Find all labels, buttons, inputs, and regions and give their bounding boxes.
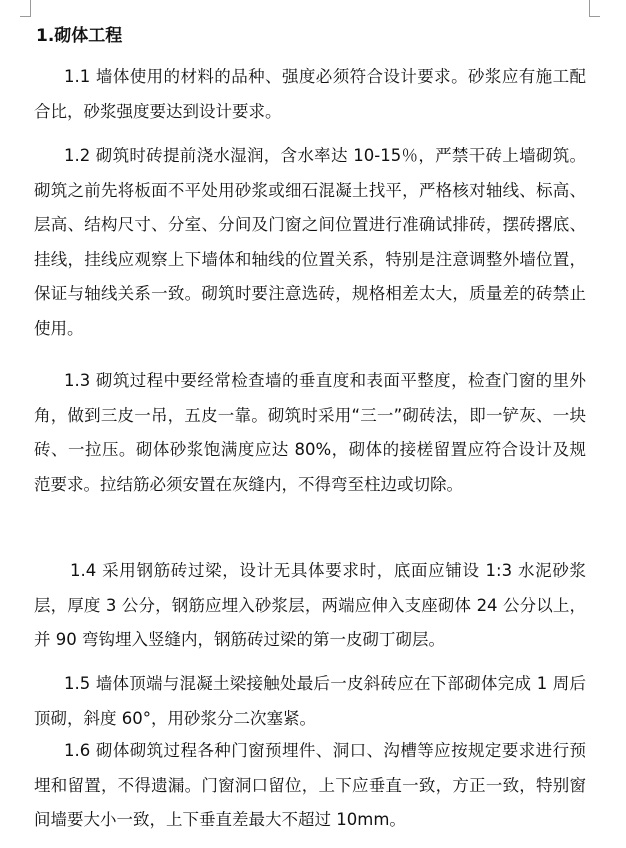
paragraph-1-2: 1.2 砌筑时砖提前浇水湿润，含水率达 10-15％，严禁干砖上墙砌筑。砌筑之前先将板面不平处用砂浆或细石混凝土找平，严格核对轴线、标高、层高、结构尺寸、分室、分间及门窗之间位置进行准确试排砖，摆砖撂底、挂线，挂线应观察上下墙体和轴线的位置关系，特别是注意调整外墙位置，保证与轴线关系一致。砌筑时要注意选砖，规格相差太大，质量差的砖禁止使用。 xyxy=(34,146,586,338)
paragraph-1-4: 1.4 采用钢筋砖过梁，设计无具体要求时，底面应铺设 1:3 水泥砂浆层，厚度 3 公分，钢筋应埋入砂浆层，两端应伸入支座砌体 24 公分以上，并 90 弯钩埋入竖缝内，钢筋砖过梁的第一皮砌丁砌层。 xyxy=(34,561,586,650)
paragraph-1-3: 1.3 砌筑过程中要经常检查墙的垂直度和表面平整度，检查门窗的里外角，做到三皮一吊，五皮一靠。砌筑时采用“三一”砌砖法，即一铲灰、一块砖、一拉压。砌体砂浆饱满度应达 80%，砌体的接槎留置应符合设计及规范要求。拉结筋必须安置在灰缝内，不得弯至柱边或切除。 xyxy=(34,371,586,494)
paragraph-1-6: 1.6 砌体砌筑过程各种门窗预埋件、洞口、沟槽等应按规定要求进行预埋和留置，不得遗漏。门窗洞口留位，上下应垂直一致，方正一致，特别窗间墙要大小一致，上下垂直差最大不超过 10mm。 xyxy=(34,741,586,830)
paragraph-1-5: 1.5 墙体顶端与混凝土梁接触处最后一皮斜砖应在下部砌体完成 1 周后顶砌，斜度 60°，用砂浆分二次塞紧。 xyxy=(34,674,586,728)
paragraph-1-1: 1.1 墙体使用的材料的品种、强度必须符合设计要求。砂浆应有施工配合比，砂浆强度要达到设计要求。 xyxy=(34,67,586,121)
section-heading: 1.砌体工程 xyxy=(36,26,123,46)
page-corner-mark-left xyxy=(20,0,31,17)
page-corner-mark-right xyxy=(589,0,600,17)
